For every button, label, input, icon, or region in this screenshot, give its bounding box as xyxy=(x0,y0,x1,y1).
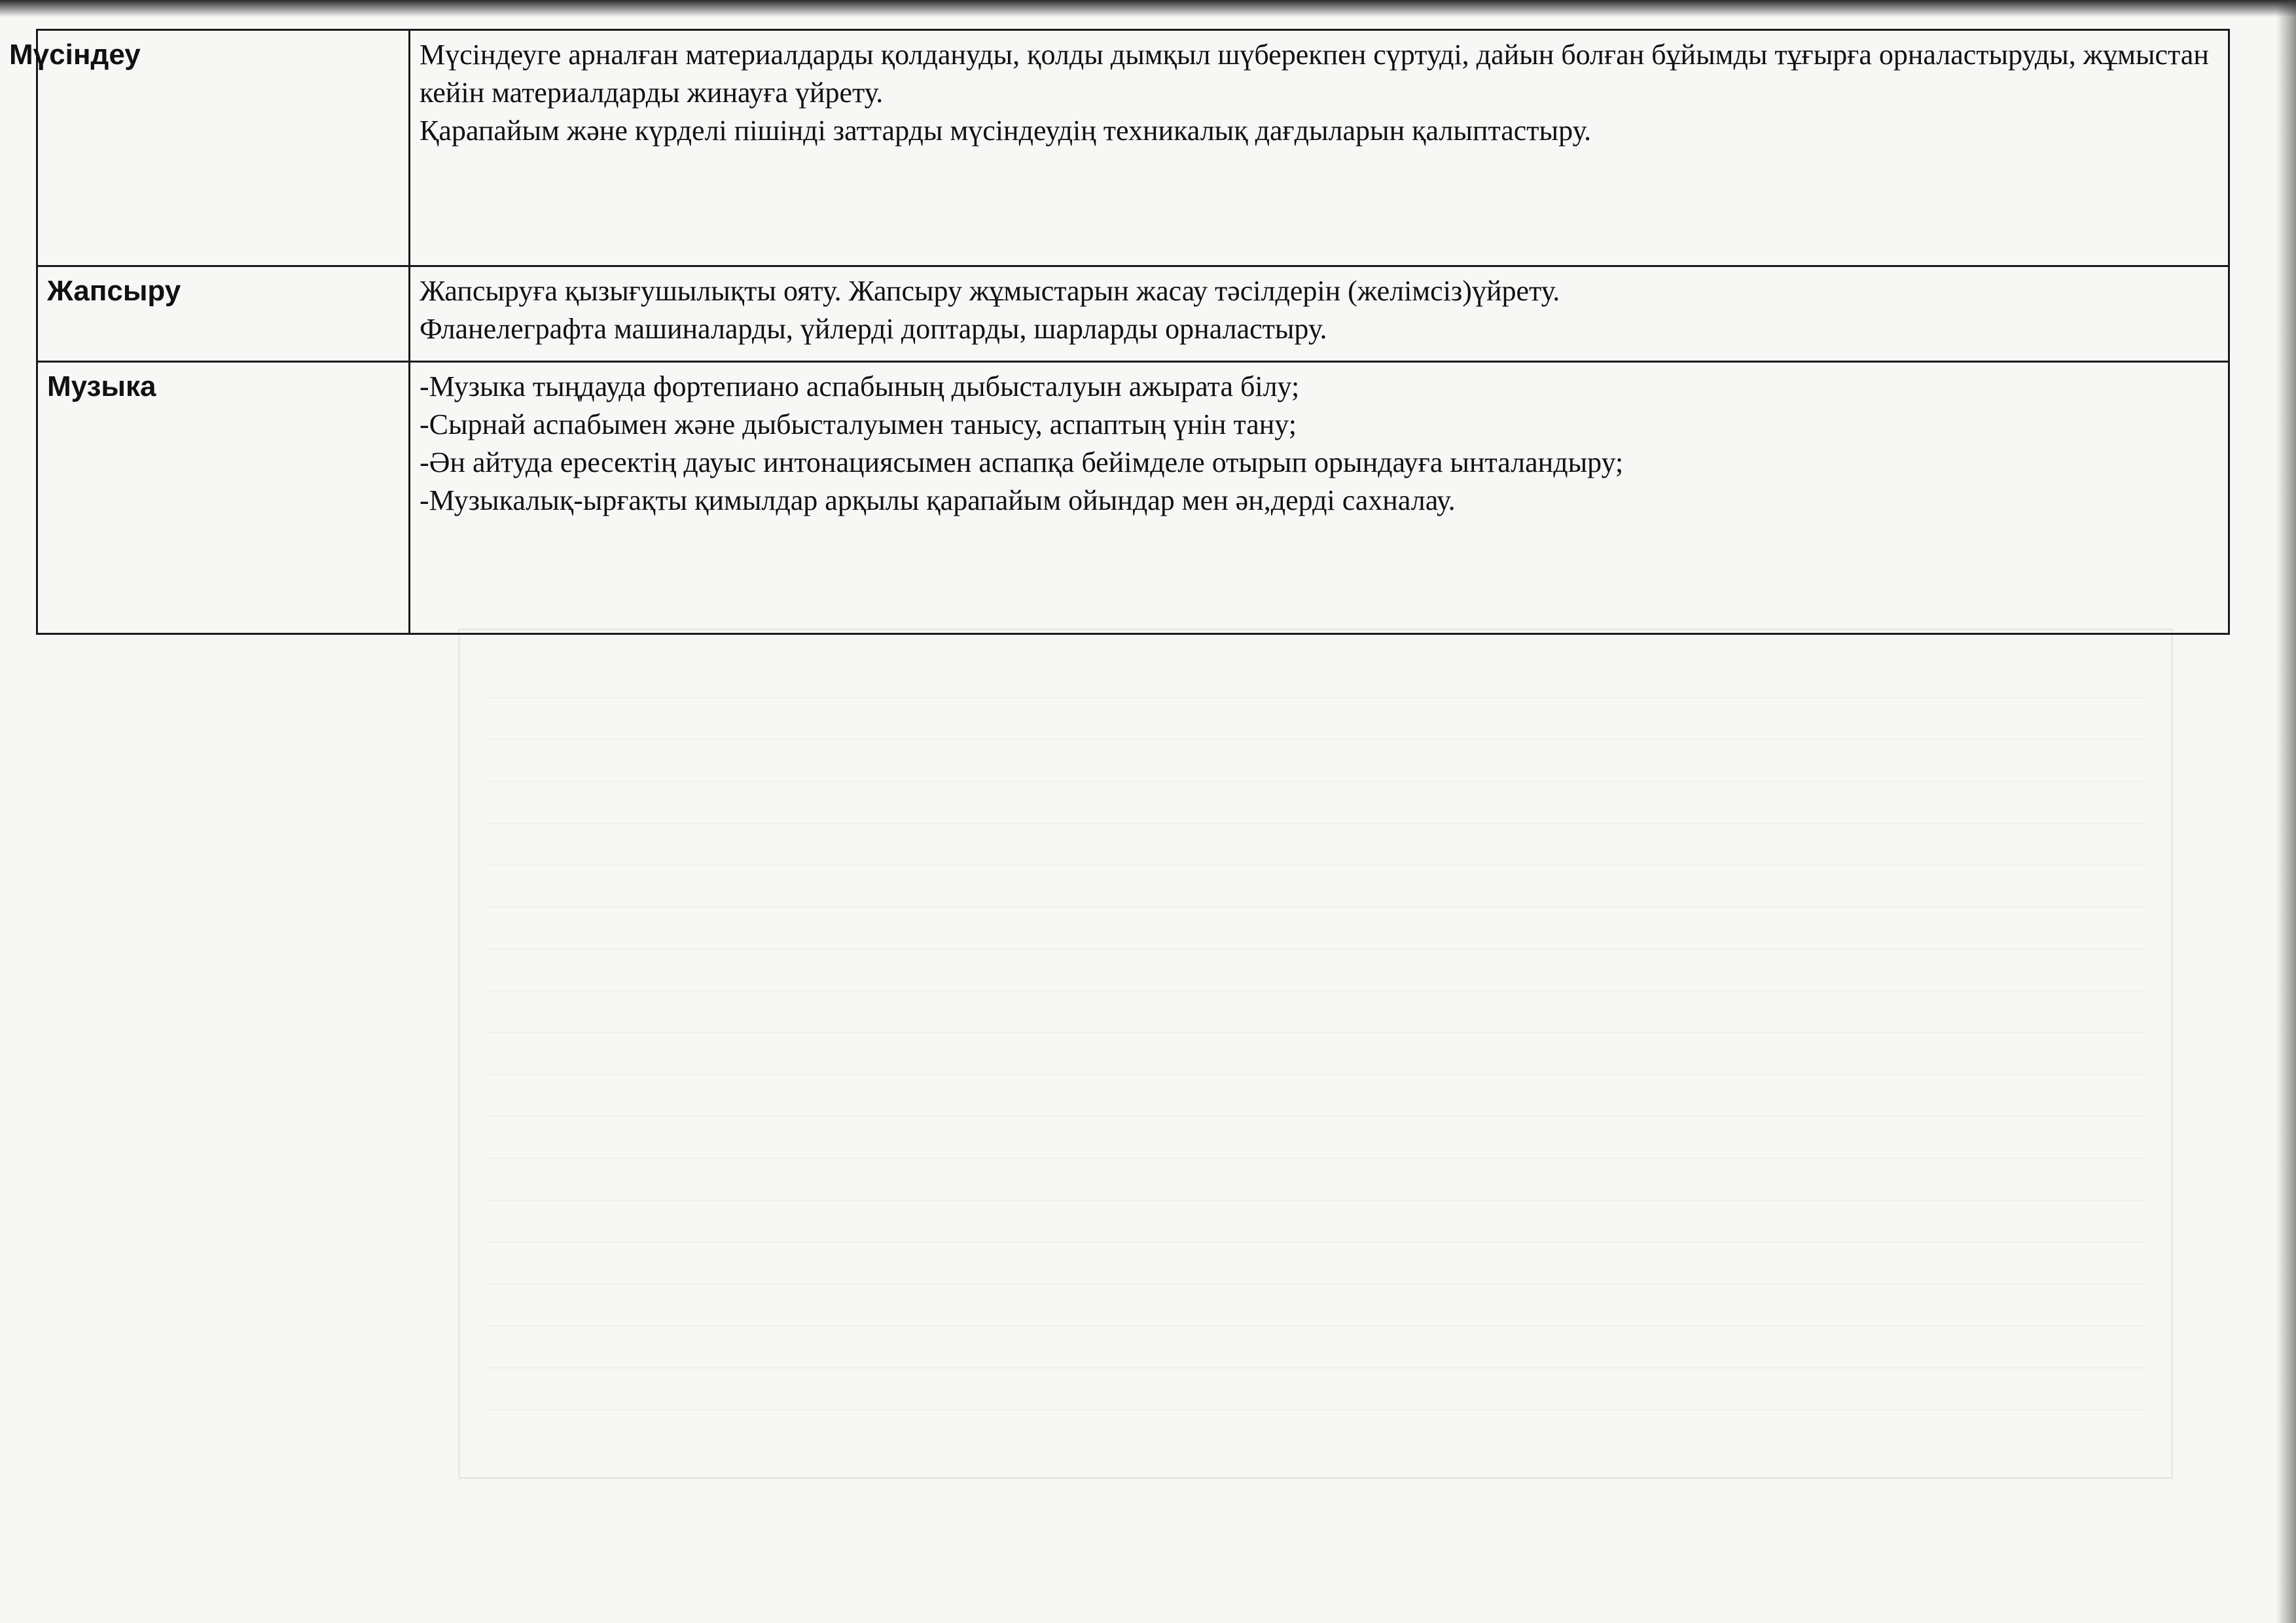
scan-edge-shadow-top xyxy=(0,0,2296,17)
area-cell xyxy=(37,362,410,634)
content-line: Мүсіндеуге арналған материалдарды қолдануды, қолды дымқыл шүберекпен сүртуді, дайын болған бұйымды тұғырға орналастыруды, жұмыстан кейін материалдарды жинауға үйрету. xyxy=(420,39,2209,109)
content-cell xyxy=(410,362,2229,634)
table-row-sculpting xyxy=(37,30,2229,266)
content-line: Қарапайым және күрделі пішінді заттарды мүсіндеудің техникалық дағдыларын қалыптастыру. xyxy=(420,115,1592,147)
table-row-music xyxy=(37,362,2229,634)
content-line: -Музыкалық-ырғақты қимылдар арқылы қарапайым ойындар мен ән,дерді сахналау. xyxy=(420,484,1456,516)
content-line: -Музыка тыңдауда фортепиано аспабының дыбысталуын ажырата білу; xyxy=(420,370,1300,402)
area-label: Мүсіндеу xyxy=(9,39,141,71)
content-line: Фланелеграфта машиналарды, үйлерді доптарды, шарларды орналастыру. xyxy=(420,313,1327,345)
area-label: Музыка xyxy=(47,370,156,402)
scan-edge-shadow-right xyxy=(2276,0,2296,1623)
content-line: Жапсыруға қызығушылықты ояту. Жапсыру жұмыстарын жасау тәсілдерін (желімсіз)үйрету. xyxy=(420,275,1560,307)
area-cell xyxy=(37,266,410,362)
reverse-side-bleed-through xyxy=(458,628,2173,1479)
area-cell xyxy=(9,30,410,266)
area-label: Жапсыру xyxy=(47,275,181,307)
content-line: -Ән айтуда ересектің дауыс интонациясымен аспапқа бейімделе отырып орындауға ынталандыру; xyxy=(420,446,1624,478)
table-row-applique xyxy=(37,266,2229,362)
content-cell xyxy=(410,266,2229,362)
content-cell xyxy=(410,30,2229,266)
content-line: -Сырнай аспабымен және дыбысталуымен танысу, аспаптың үнін тану; xyxy=(420,408,1297,440)
curriculum-table xyxy=(9,29,2230,635)
